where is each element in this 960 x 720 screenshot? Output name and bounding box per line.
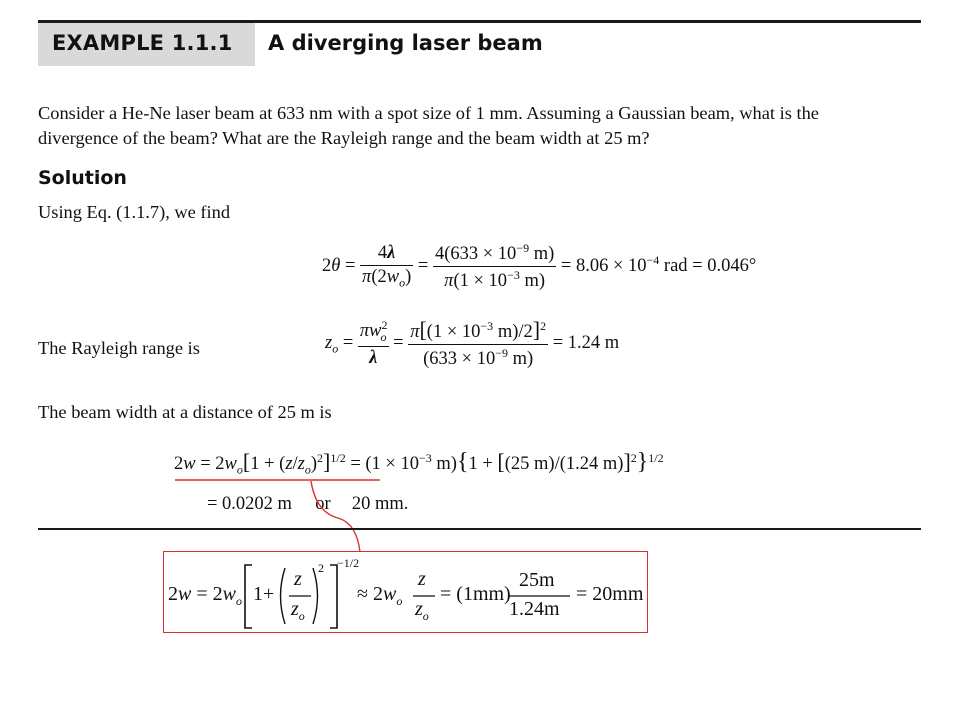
rayleigh-frac-2: $\frac{\pi[(1 \times 10^{-3} m)/2]^2}{(633 \times 10^{-9} m)}$ bbox=[410, 317, 547, 370]
annotation-sq: 2 bbox=[318, 561, 324, 575]
annotation-lhs: $2w = 2w_o$ bbox=[168, 583, 242, 608]
beam-width-mm: 20 mm. bbox=[351, 494, 409, 514]
rayleigh-label: The Rayleigh range is bbox=[38, 338, 200, 358]
annotation-z-den: $z_o$ bbox=[291, 598, 305, 623]
rayleigh-frac-1: $\frac{\pi w^2_o}{\lambda}$ bbox=[359, 318, 388, 368]
beam-width-equation: $2w = 2w_o[1 + (z/z_o)^2]^{1/2} = (1 \times 10^{-3}$ m){1 + [(25 m)/(1.24 m)]$^2$}$^{1/2}$ bbox=[174, 449, 664, 477]
divergence-exponent: −4 bbox=[646, 252, 660, 267]
problem-line-1: Consider a He-Ne laser beam at 633 nm with a spot size of 1 mm. Assuming a Gaussian beam, what is the bbox=[38, 103, 819, 123]
annotation-z-num: z bbox=[294, 568, 302, 590]
annotation-z2-num: z bbox=[418, 568, 426, 590]
divergence-tail: rad = 0.046° bbox=[663, 255, 757, 276]
solution-heading: Solution bbox=[38, 167, 127, 189]
divergence-frac-2: $\frac{4(633 \times 10^{-9} m)}{\pi(1 \times 10^{-3} m)}$ bbox=[434, 241, 555, 292]
divergence-equation: 2θ = $\frac{4\lambda}{\pi(2w_o)}$ = $\frac{4(633 \times 10^{-9} m)}{\pi(1 \times 10^{-3} m)}$ = $8.06 \times 10^{-4}$ rad = 0.046° bbox=[322, 241, 757, 292]
annotation-approx: ≈ $2w_o$ bbox=[357, 583, 403, 608]
annotation-exp: −1/2 bbox=[337, 556, 360, 570]
beam-width-result-line bbox=[207, 494, 408, 515]
annotation-numerator: 25m bbox=[519, 569, 555, 591]
divergence-result: = 8.06 × 10 bbox=[560, 255, 647, 276]
example-label: EXAMPLE 1.1.1 bbox=[52, 31, 233, 55]
annotation-result: = 20mm bbox=[576, 583, 644, 605]
bottom-rule bbox=[38, 528, 921, 530]
solution-intro: Using Eq. (1.1.7), we find bbox=[38, 202, 231, 222]
rayleigh-result: = 1.24 m bbox=[552, 332, 620, 353]
annotation-z2-den: $z_o$ bbox=[415, 598, 429, 623]
annotation-one-mm: = (1mm) bbox=[440, 583, 511, 605]
divergence-frac-1: $\frac{4\lambda}{\pi(2w_o)}$ bbox=[362, 242, 412, 290]
beam-width-or: or bbox=[315, 494, 331, 514]
beam-width-result: = 0.0202 m bbox=[207, 494, 292, 514]
annotation-denominator: 1.24m bbox=[509, 598, 560, 620]
beam-width-label: The beam width at a distance of 25 m is bbox=[38, 402, 332, 422]
problem-line-2: divergence of the beam? What are the Rayleigh range and the beam width at 25 m? bbox=[38, 128, 650, 148]
rayleigh-equation: $z_o$ = $\frac{\pi w^2_o}{\lambda}$ = $\frac{\pi[(1 \times 10^{-3} m)/2]^2}{(633 \times 10^{-9} m)}$ = 1.24 m bbox=[325, 317, 620, 370]
annotation-one: 1+ bbox=[253, 583, 275, 605]
example-title: A diverging laser beam bbox=[268, 31, 543, 55]
